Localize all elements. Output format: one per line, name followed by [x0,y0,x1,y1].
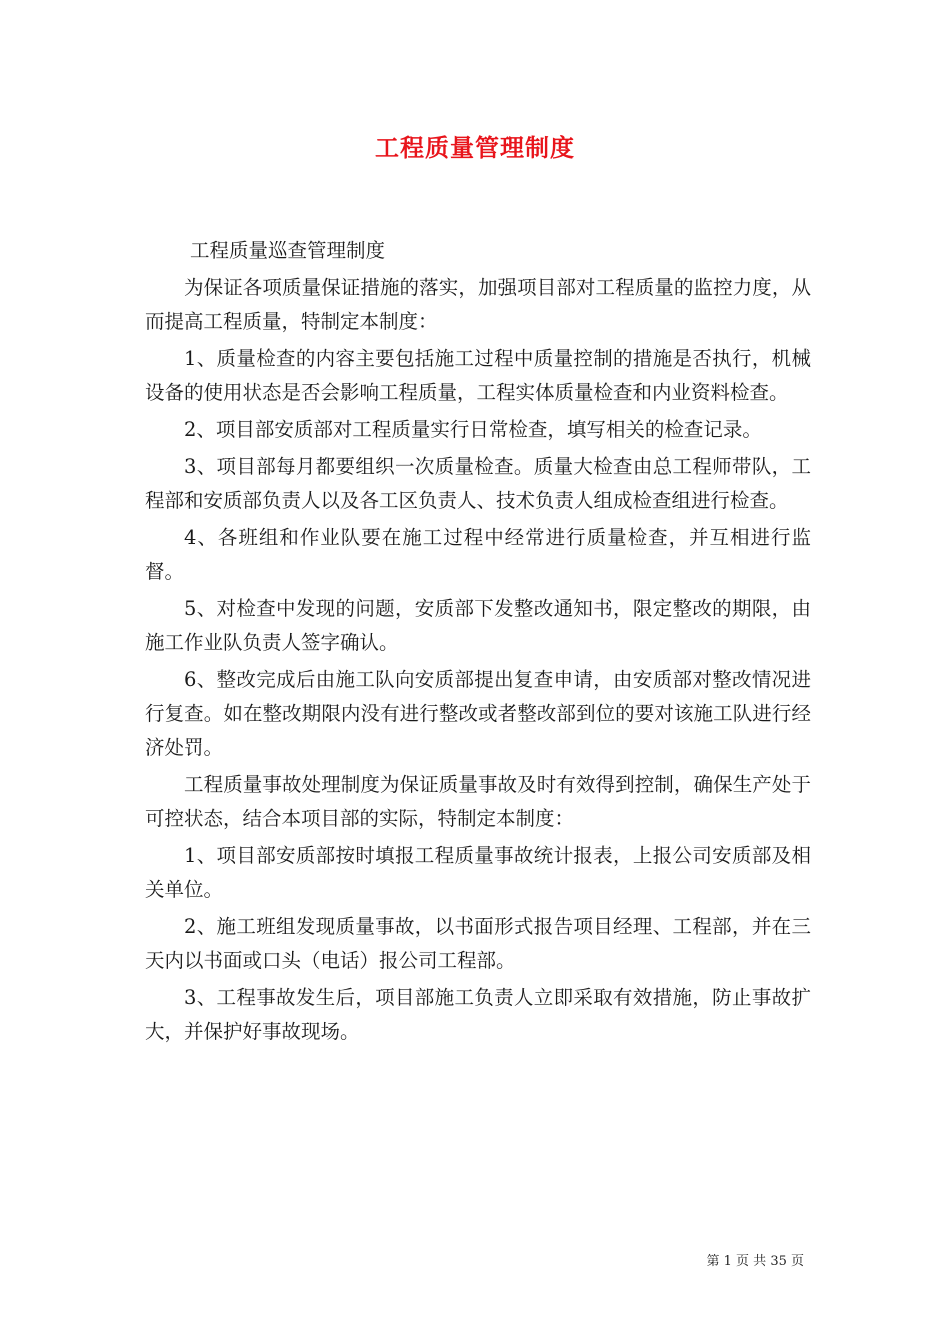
paragraph: 6、整改完成后由施工队向安质部提出复查申请，由安质部对整改情况进行复查。如在整改期限内没有进行整改或者整改部到位的要对该施工队进行经济处罚。 [145,668,811,759]
paragraph-subtitle: 工程质量巡查管理制度 [190,239,386,262]
paragraph: 1、项目部安质部按时填报工程质量事故统计报表，上报公司安质部及相关单位。 [145,844,811,901]
paragraph: 工程质量事故处理制度为保证质量事故及时有效得到控制，确保生产处于可控状态，结合本项目部的实际，特制定本制度： [145,773,811,830]
page-number: 第 1 页 共 35 页 [706,1254,804,1269]
paragraph: 5、对检查中发现的问题，安质部下发整改通知书，限定整改的期限，由施工作业队负责人签字确认。 [145,597,811,654]
paragraph: 3、工程事故发生后，项目部施工负责人立即采取有效措施，防止事故扩大，并保护好事故现场。 [145,986,811,1043]
paragraph: 1、质量检查的内容主要包括施工过程中质量控制的措施是否执行，机械设备的使用状态是否会影响工程质量，工程实体质量检查和内业资料检查。 [145,347,811,404]
paragraph: 为保证各项质量保证措施的落实，加强项目部对工程质量的监控力度，从而提高工程质量，特制定本制度： [145,276,811,333]
paragraph: 4、各班组和作业队要在施工过程中经常进行质量检查，并互相进行监督。 [145,526,811,583]
document-title: 工程质量管理制度 [375,134,575,162]
paragraph: 2、项目部安质部对工程质量实行日常检查，填写相关的检查记录。 [184,418,762,441]
document-body [145,234,811,1052]
paragraph: 3、项目部每月都要组织一次质量检查。质量大检查由总工程师带队，工程部和安质部负责人以及各工区负责人、技术负责人组成检查组进行检查。 [145,455,811,512]
paragraph: 2、施工班组发现质量事故，以书面形式报告项目经理、工程部，并在三天内以书面或口头（电话）报公司工程部。 [145,915,811,972]
